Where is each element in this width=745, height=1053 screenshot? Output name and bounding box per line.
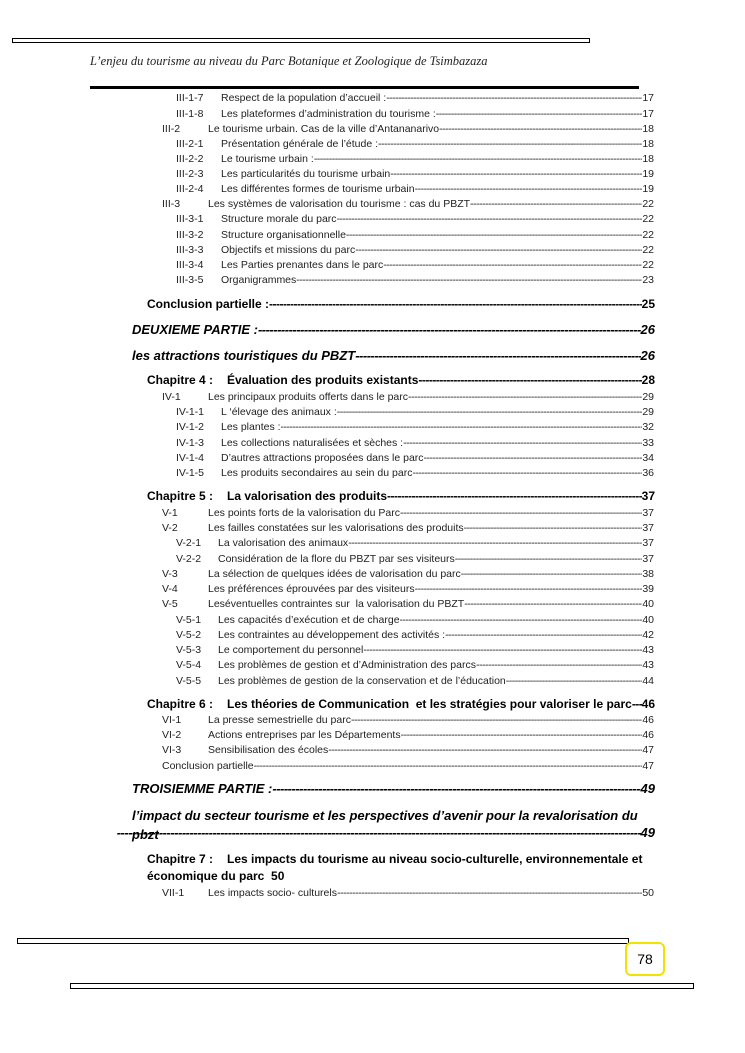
toc-entry[interactable]: VII-1 Les impacts socio- culturels ----- 50 (162, 887, 654, 899)
toc-entry[interactable]: IV-1-5 Les produits secondaires au sein du parc ----- 36 (176, 467, 654, 479)
toc-entry[interactable]: VI-3 Sensibilisation des écoles ----- 47 (162, 744, 654, 756)
toc-entry-chapter[interactable] (103, 851, 655, 885)
toc-entry[interactable]: V-3 La sélection de quelques idées de valorisation du parc ----- 38 (162, 568, 654, 580)
toc-entry[interactable]: III-3-4 Les Parties prenantes dans le parc ----- 22 (176, 259, 654, 271)
toc-entry-conclusion[interactable]: Conclusion partielle : ----- 25 (147, 297, 655, 311)
toc-entry-num: Chapitre 7 : (147, 852, 214, 866)
toc-entry-title: l’impact du secteur tourisme et les perspectives d’avenir pour la revalorisation du pbzt (132, 808, 638, 842)
toc-entry[interactable]: III-1-7 Respect de la population d’accueil : ----- 17 (176, 92, 654, 104)
toc-entry[interactable]: V-5-1 Les capacités d’exécution et de charge ----- 40 (176, 614, 654, 626)
toc-entry[interactable]: III-1-8 Les plateformes d’administration du tourisme : ----- 17 (176, 108, 654, 120)
footer-rule (17, 938, 629, 944)
toc-entry[interactable]: V-5 Leséventuelles contraintes sur la valorisation du PBZT ----- 40 (162, 598, 654, 610)
toc-entry-chapter[interactable]: Chapitre 6 : Les théories de Communication et les stratégies pour valoriser le parc ----- 46 (147, 697, 655, 711)
toc-entry[interactable]: IV-1-1 L ‘élevage des animaux : ----- 29 (176, 406, 654, 418)
toc-entry[interactable]: V-1 Les points forts de la valorisation du Parc ----- 37 (162, 507, 654, 519)
toc-entry[interactable]: Conclusion partielle ----- 47 (162, 760, 654, 772)
toc-entry-chapter[interactable]: Chapitre 5 : La valorisation des produits ----- 37 (147, 489, 655, 503)
toc-entry[interactable]: III-3-5 Organigrammes ----- 23 (176, 274, 654, 286)
toc-entry[interactable]: IV-1-3 Les collections naturalisées et sèches : ----- 33 (176, 437, 654, 449)
toc-entry[interactable]: IV-1-2 Les plantes : ----- 32 (176, 421, 654, 433)
toc-entry[interactable]: V-2-1 La valorisation des animaux ----- 37 (176, 537, 654, 549)
page-number: 78 (637, 951, 653, 967)
toc-entry-chapter[interactable]: Chapitre 4 : Évaluation des produits existants ----- 28 (147, 373, 655, 387)
toc-entry[interactable]: V-5-5 Les problèmes de gestion de la conservation et de l’éducation ----- 44 (176, 675, 654, 687)
toc-entry-page: 50 (271, 869, 285, 883)
toc-entry[interactable]: III-3-1 Structure morale du parc ----- 22 (176, 213, 654, 225)
toc-entry[interactable]: VI-2 Actions entreprises par les Départements ----- 46 (162, 729, 654, 741)
toc-entry[interactable]: V-5-2 Les contraintes au développement des activités : ----- 42 (176, 629, 654, 641)
toc-entry-title: Les impacts du tourisme au niveau socio-culturelle, environnementale et économique du parc (147, 852, 643, 883)
toc-entry-part[interactable]: TROISIEMME PARTIE : ----- 49 (132, 781, 655, 796)
toc-entry[interactable]: VI-1 La presse semestrielle du parc ----- 46 (162, 714, 654, 726)
toc-entry[interactable]: V-4 Les préférences éprouvées par des visiteurs ----- 39 (162, 583, 654, 595)
toc-entry[interactable]: V-5-3 Le comportement du personnel ----- 43 (176, 644, 654, 656)
toc-entry[interactable]: V-5-4 Les problèmes de gestion et d’Administration des parcs ----- 43 (176, 659, 654, 671)
toc-entry[interactable]: IV-1-4 D’autres attractions proposées dans le parc ----- 34 (176, 452, 654, 464)
toc-entry[interactable]: III-2-2 Le tourisme urbain : ----- 18 (176, 153, 654, 165)
toc-entry[interactable]: III-2 Le tourisme urbain. Cas de la ville d’Antananarivo ----- 18 (162, 123, 654, 135)
toc-entry[interactable]: III-3 Les systèmes de valorisation du tourisme : cas du PBZT ----- 22 (162, 198, 654, 210)
running-header-title: L’enjeu du tourisme au niveau du Parc Botanique et Zoologique de Tsimbazaza (90, 54, 488, 68)
toc-entry-part-subtitle[interactable]: les attractions touristiques du PBZT ----- 26 (132, 348, 655, 363)
toc-entry-part[interactable]: DEUXIEME PARTIE : ----- 26 (132, 322, 655, 337)
toc-entry[interactable]: III-3-2 Structure organisationnelle ----- 22 (176, 229, 654, 241)
toc-entry-part-leader: ----- 49 (90, 825, 655, 840)
toc-entry[interactable]: V-2 Les failles constatées sur les valorisations des produits ----- 37 (162, 522, 654, 534)
toc-entry[interactable]: V-2-2 Considération de la flore du PBZT par ses visiteurs ----- 37 (176, 553, 654, 565)
toc-entry[interactable]: III-3-3 Objectifs et missions du parc ----- 22 (176, 244, 654, 256)
toc-entry[interactable]: III-2-3 Les particularités du tourisme urbain ----- 19 (176, 168, 654, 180)
toc-entry[interactable]: III-2-1 Présentation générale de l’étude : ----- 18 (176, 138, 654, 150)
toc-entry[interactable]: III-2-4 Les différentes formes de tourisme urbain ----- 19 (176, 183, 654, 195)
footer-rule-lower (70, 983, 694, 989)
page-number-box (625, 942, 665, 976)
toc-entry[interactable]: IV-1 Les principaux produits offerts dans le parc ----- 29 (162, 391, 654, 403)
